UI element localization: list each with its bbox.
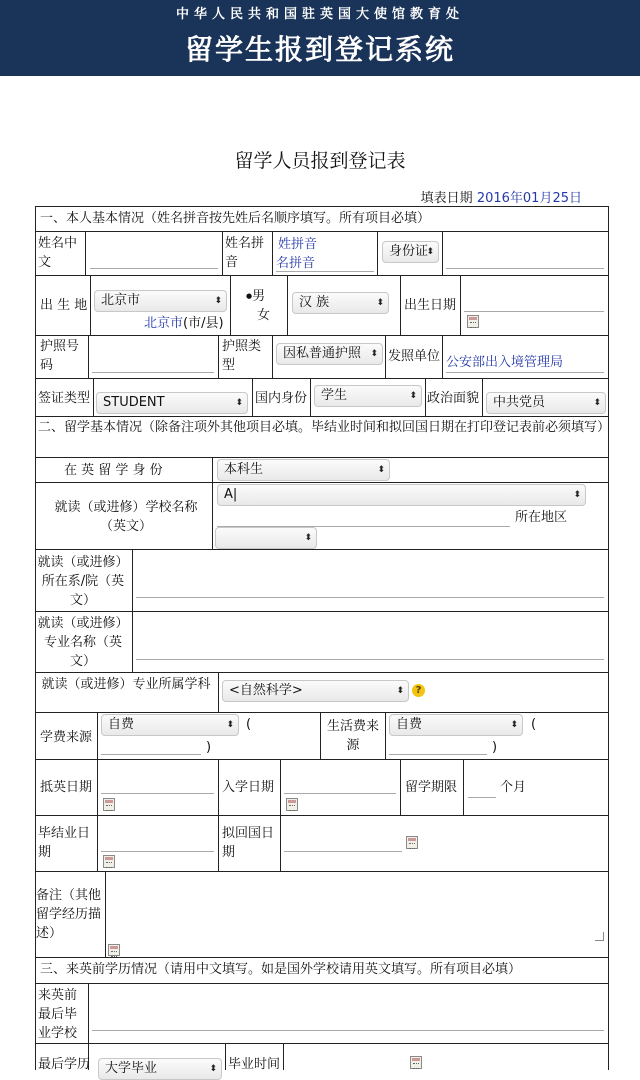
select-arrow-icon: ⬍ [510,720,518,730]
name-cn-input[interactable] [90,268,218,269]
major-input[interactable] [136,659,604,660]
domestic-status-select[interactable] [314,385,422,407]
school-label: 就读（或进修）学校名称（英文） [54,500,198,534]
resize-handle-icon[interactable] [595,932,604,941]
select-arrow-icon: ⬍ [409,391,417,401]
passport-no-input[interactable] [92,372,214,373]
passport-type-select[interactable] [276,343,383,365]
domestic-status-label: 国内身份 [255,391,308,406]
return-input[interactable] [284,851,402,852]
gender-male-option[interactable] [246,287,265,306]
birthplace-city-value[interactable]: 北京市 [144,316,184,331]
political-value: 中共党员 [493,395,546,410]
birthdate-input[interactable] [464,311,604,312]
living-paren-open: ( [531,717,537,732]
living-value: 自费 [396,717,423,732]
region-select[interactable] [215,527,317,549]
graduation-input[interactable] [101,851,214,852]
select-arrow-icon: ⬍ [396,686,404,696]
select-arrow-icon: ⬍ [226,720,234,730]
form-title: 留学人员报到登记表 [234,150,406,172]
passport-no-label: 护照号码 [40,339,80,373]
visa-type-value: STUDENT [103,395,165,410]
major-label: 就读（或进修）专业名称（英文） [37,616,129,669]
select-arrow-icon: ⬍ [426,247,434,257]
ethnicity-value: 汉 族 [299,295,330,310]
id-number-input[interactable] [446,268,604,269]
header-title: 留学生报到登记系统 [184,33,455,66]
department-input[interactable] [136,597,604,598]
fill-date [421,187,582,206]
living-other-input[interactable] [389,754,487,755]
gender-male-label: 男 [252,289,266,304]
select-arrow-icon: ⬍ [304,533,312,543]
header-banner [0,0,640,76]
select-arrow-icon: ⬍ [209,1064,217,1074]
surname-py-input[interactable]: 姓拼音 [278,237,318,252]
domestic-status-value: 学生 [321,388,348,403]
last-school-label: 来英前最后毕业学校 [38,988,78,1041]
last-degree-select[interactable] [98,1058,222,1080]
school-value: A| [224,487,238,502]
school-select[interactable] [217,484,586,506]
fill-date-label: 填表日期 [420,191,473,206]
calendar-icon[interactable] [467,315,479,328]
issuer-label: 发照单位 [388,349,441,364]
id-type-select[interactable] [382,241,439,263]
last-degree-label: 最后学历 [38,1057,91,1072]
tuition-other-input[interactable] [101,754,201,755]
last-school-input[interactable] [92,1030,604,1031]
select-arrow-icon: ⬍ [370,349,378,359]
calendar-icon[interactable] [410,1056,422,1069]
select-arrow-icon: ⬍ [573,490,581,500]
tuition-value: 自费 [108,717,135,732]
birthdate-label: 出生日期 [404,298,457,313]
name-cn-label: 姓名中文 [38,236,78,270]
study-status-label: 在 英 留 学 身 份 [64,463,163,478]
study-status-value: 本科生 [224,462,264,477]
enroll-label: 入学日期 [222,780,275,795]
duration-unit: 个月 [500,780,527,795]
issuer-input[interactable]: 公安部出入境管理局 [446,355,564,370]
duration-label: 留学期限 [405,780,458,795]
id-type-value: 身份证 [389,244,429,259]
calendar-icon[interactable] [103,855,115,868]
tuition-paren-close: ) [206,740,212,755]
arrival-input[interactable] [101,793,214,794]
living-label: 生活费来源 [326,719,379,753]
return-label: 拟回国日期 [222,826,275,860]
political-label: 政治面貌 [427,391,480,406]
select-arrow-icon: ⬍ [376,298,384,308]
calendar-icon[interactable] [103,798,115,811]
fill-date-value: 2016年01月25日 [476,191,582,206]
department-label: 就读（或进修）所在系/院（英文） [37,555,129,608]
section1-heading: 一、本人基本情况（姓名拼音按先姓后名顺序填写。所有项目必填） [40,211,431,226]
gender-female-label[interactable]: 女 [257,308,271,323]
calendar-icon[interactable] [286,798,298,811]
given-py-underline [276,271,374,272]
living-select[interactable] [389,714,523,736]
issuer-underline [446,372,604,373]
header-subtitle: 中华人民共和国驻英国大使馆教育处 [175,7,464,22]
section2-heading: 二、留学基本情况（除备注项外其他项目必填。毕结业时间和拟回国日期在打印登记表前必须填写） [38,420,611,435]
select-arrow-icon: ⬍ [214,296,222,306]
duration-input[interactable] [468,797,496,798]
select-arrow-icon: ⬍ [377,465,385,475]
name-py-label: 姓名拼音 [225,236,265,270]
textarea-corner-icon [108,944,120,956]
tuition-select[interactable] [101,714,239,736]
birthplace-label: 出 生 地 [40,298,88,313]
birthplace-city-suffix: (市/县) [183,316,224,331]
living-paren-close: ) [492,740,498,755]
calendar-icon[interactable] [406,836,418,849]
discipline-select[interactable] [222,680,409,702]
study-status-select[interactable] [217,459,390,481]
visa-type-label: 签证类型 [38,391,91,406]
tuition-paren-open: ( [246,717,252,732]
discipline-label: 就读（或进修）专业所属学科 [41,677,211,692]
select-arrow-icon: ⬍ [593,398,601,408]
graduation-label: 毕结业日期 [38,826,91,860]
region-label: 所在地区 [515,510,568,525]
visa-type-select[interactable] [96,392,248,414]
birthplace-select[interactable] [94,290,227,312]
tuition-label: 学费来源 [40,730,93,745]
select-arrow-icon: ⬍ [235,398,243,408]
enroll-input[interactable] [284,793,396,794]
given-py-input[interactable]: 名拼音 [276,256,316,271]
notes-label: 备注（其他留学经历描述） [36,888,102,941]
grad-time-label: 毕业时间 [228,1057,281,1072]
passport-type-label: 护照类型 [222,339,262,373]
ethnicity-select[interactable] [292,292,389,314]
birthplace-city [144,314,224,333]
last-degree-value: 大学毕业 [105,1061,158,1076]
political-select[interactable] [486,392,606,414]
notes-textarea[interactable] [108,874,605,944]
arrival-label: 抵英日期 [40,780,93,795]
radio-icon: ● [246,292,253,300]
help-icon[interactable]: ? [412,684,425,697]
section3-heading: 三、来英前学历情况（请用中文填写。如是国外学校请用英文填写。所有项目必填） [40,962,522,977]
passport-type-value: 因私普通护照 [283,346,362,361]
discipline-value: <自然科学> [229,683,303,698]
birthplace-value: 北京市 [101,293,141,308]
